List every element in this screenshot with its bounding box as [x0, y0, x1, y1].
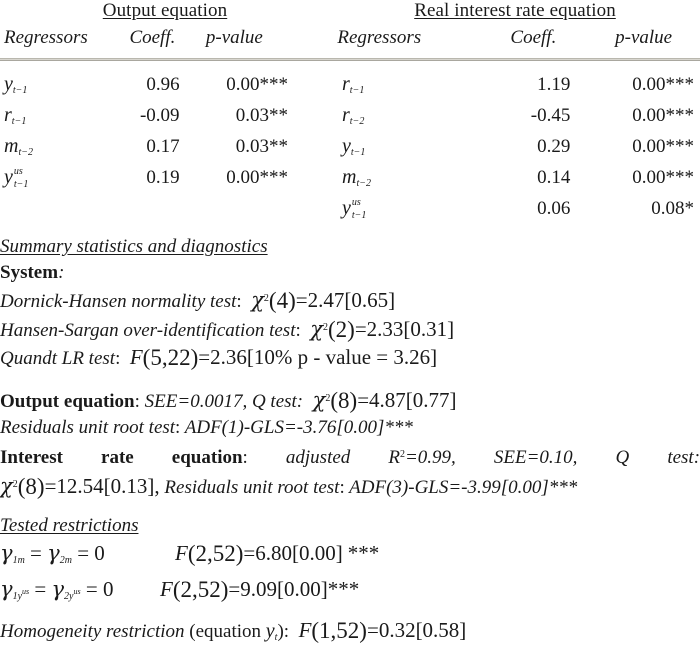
output-residual-line	[0, 415, 700, 441]
pvalue-cell: 0.00***	[226, 167, 288, 188]
gamma-sub-4-sup: us	[73, 587, 81, 596]
normality-equals: =	[295, 288, 308, 312]
interest-equation-line	[0, 441, 700, 472]
column-header-coeff-right: Coeff.	[510, 27, 557, 48]
homogeneity-eq-symbol: y	[265, 620, 275, 642]
f-symbol-1: F	[175, 541, 188, 565]
output-equation-df: (8)	[330, 388, 358, 413]
sargan-colon: :	[295, 320, 301, 341]
restriction-money-rhs	[175, 539, 379, 568]
right-panel-title	[330, 0, 700, 22]
gamma-sub-4: 2y	[64, 591, 74, 602]
homogeneity-f-bracket: [0.58]	[415, 618, 467, 642]
f-bracket-1: [0.00]	[292, 541, 343, 565]
normality-bracket: [0.65]	[344, 288, 396, 312]
coefficient-value: -0.09	[139, 105, 180, 126]
interest-equation-label: Interest rate equation	[0, 447, 243, 468]
sargan-stat-symbol: χ	[310, 317, 323, 341]
sargan-equals: =	[354, 317, 367, 341]
pvalue-cell: 0.00***	[632, 74, 694, 95]
interest-equals: =	[44, 474, 57, 498]
output-residual-label: Residuals unit root test	[0, 417, 176, 438]
homogeneity-restriction-line	[0, 615, 700, 653]
quandt-test-name: Quandt LR test	[0, 348, 116, 369]
output-equation-line	[0, 386, 700, 415]
quandt-df: (5,22)	[142, 345, 199, 370]
sargan-stat-exp: 2	[323, 322, 328, 333]
sargan-df: (2)	[328, 317, 355, 342]
restriction-row-usoutput	[0, 575, 700, 611]
coefficient-value: 0.29	[537, 136, 571, 157]
pvalue-cell: 0.00***	[632, 136, 694, 157]
restriction-eq-2: =	[34, 577, 47, 601]
regressor-symbol: $r_{t-1}$	[4, 104, 27, 127]
gamma-sub-3: 1y	[12, 591, 23, 602]
sargan-value: 2.33	[366, 317, 404, 341]
interest-equation-colon: :	[242, 447, 248, 468]
normality-stat-exp: 2	[263, 293, 269, 304]
quandt-stat-symbol: F	[129, 345, 143, 369]
interest-equation-q: Q	[615, 447, 630, 468]
interest-equation-r2-val: =0.99,	[404, 447, 456, 468]
table-titles-row	[0, 0, 700, 26]
left-equation-rows	[0, 73, 330, 228]
output-equation-value: 4.87	[369, 388, 406, 412]
pvalue-cell: 0.00***	[632, 105, 694, 126]
column-header-pvalue-left: p-value	[205, 27, 263, 48]
regressor-symbol: y us t−1	[342, 197, 367, 221]
column-header-regressors-left: Regressors	[4, 27, 88, 48]
interest-residual-colon: :	[339, 477, 345, 498]
gamma-sub-1: 1m	[12, 555, 25, 566]
homogeneity-eq-sub: t	[274, 632, 278, 643]
gamma-sub-3-sup: us	[22, 587, 30, 596]
pvalue-cell: 0.03**	[235, 136, 288, 157]
restriction-row-money	[0, 539, 700, 575]
right-panel-title-text: Real interest rate equation	[414, 0, 616, 21]
output-equation-qtest: Q test:	[251, 391, 304, 412]
table-row	[0, 135, 330, 166]
f-df-2: (2,52)	[172, 577, 229, 602]
output-equation-see: SEE=0.0017,	[144, 391, 248, 412]
restriction-eq-1: =	[30, 541, 42, 565]
column-headers-row	[0, 26, 700, 58]
test-line-quandt	[0, 344, 700, 372]
interest-chi-exp: 2	[12, 479, 18, 490]
regressor-symbol: $y_{t-1}$	[4, 73, 28, 96]
coefficient-value: -0.45	[530, 105, 571, 126]
coefficient-value: 0.19	[146, 167, 180, 188]
f-df-1: (2,52)	[187, 541, 244, 566]
table-row	[330, 197, 700, 228]
column-header-pvalue-right: p-value	[615, 27, 673, 48]
regressor-symbol: y us t−1	[4, 166, 29, 190]
table-row	[0, 166, 330, 197]
regressor-symbol: $m_{t-2}$	[342, 166, 371, 189]
f-stars-2: ***	[327, 577, 360, 601]
interest-equation-adjusted: adjusted	[285, 447, 351, 468]
pvalue-cell: 0.00***	[226, 74, 288, 95]
sargan-bracket: [0.31]	[403, 317, 455, 341]
output-equation-colon: :	[134, 391, 140, 412]
output-equation-label: Output equation	[0, 391, 135, 412]
homogeneity-f-equals: =	[366, 618, 379, 642]
normality-df: (4)	[268, 288, 296, 313]
quandt-equals: =	[198, 345, 211, 369]
coefficient-value: 0.96	[146, 74, 180, 95]
regressor-symbol: $m_{t-2}$	[4, 135, 33, 158]
f-value-2: 9.09	[240, 577, 277, 601]
gamma-symbol-3: γ	[0, 577, 13, 601]
left-panel-title	[0, 0, 330, 22]
right-equation-rows	[330, 73, 700, 228]
table-row	[330, 104, 700, 135]
left-panel-title-text: Output equation	[102, 0, 228, 21]
table-row	[330, 166, 700, 197]
output-equation-bracket: [0.77]	[405, 388, 457, 412]
coefficient-value: 0.17	[146, 136, 180, 157]
regressor-symbol: $r_{t-1}$	[342, 73, 365, 96]
homogeneity-close: ):	[277, 621, 290, 642]
homogeneity-f-symbol: F	[298, 618, 312, 642]
system-label-line	[0, 260, 700, 286]
pvalue-cell: 0.00***	[632, 167, 694, 188]
interest-df: (8)	[17, 474, 45, 499]
test-line-sargan	[0, 315, 700, 344]
restriction-eq-zero-1: = 0	[77, 541, 105, 565]
interest-comma: ,	[154, 474, 160, 498]
gamma-symbol-2: γ	[47, 541, 60, 565]
output-equation-equals: =	[357, 388, 370, 412]
quandt-colon: :	[115, 348, 121, 369]
system-colon: :	[58, 262, 65, 283]
restriction-eq-zero-2: = 0	[85, 577, 114, 601]
section-gap	[0, 372, 700, 386]
table-row	[330, 135, 700, 166]
homogeneity-f-df: (1,52)	[311, 618, 367, 643]
regressor-symbol: $y_{t-1}$	[342, 135, 366, 158]
quandt-bracket: [10% p - value = 3.26]	[246, 345, 438, 369]
interest-chi: χ	[0, 474, 13, 498]
table-row	[330, 73, 700, 104]
homogeneity-equation-text: (equation	[189, 621, 262, 642]
regressor-symbol: $r_{t-2}$	[342, 104, 365, 127]
pvalue-cell: 0.08*	[651, 198, 694, 219]
interest-equation-r2-group	[388, 447, 455, 468]
normality-test-name: Dornick-Hansen normality test	[0, 291, 237, 312]
normality-stat-symbol: χ	[251, 288, 264, 312]
system-label: System	[0, 262, 59, 283]
restrictions-heading: Tested restrictions	[0, 515, 139, 536]
gamma-symbol-4: γ	[51, 577, 65, 601]
column-header-coeff-left: Coeff.	[129, 27, 176, 48]
interest-equation-r2-exp: 2	[399, 449, 405, 460]
normality-colon: :	[236, 291, 242, 312]
f-symbol-2: F	[160, 577, 173, 601]
interest-equation-r2: R	[388, 447, 400, 468]
gamma-symbol-1: γ	[0, 541, 13, 565]
f-equals-1: =	[243, 541, 256, 565]
coefficient-value: 0.14	[537, 167, 571, 188]
gamma-sub-2: 2m	[59, 555, 72, 566]
test-line-normality	[0, 286, 700, 315]
header-divider-rule	[0, 58, 700, 61]
output-equation-chi-exp: 2	[325, 393, 331, 404]
pvalue-cell: 0.03**	[235, 105, 288, 126]
sargan-test-name: Hansen-Sargan over-identification test	[0, 320, 296, 341]
output-residual-value: ADF(1)-GLS=-3.76[0.00]***	[184, 417, 413, 438]
table-body	[0, 73, 700, 228]
interest-value: 12.54	[56, 474, 104, 498]
interest-equation-line2	[0, 472, 700, 501]
interest-residual-label: Residuals unit root test	[164, 477, 340, 498]
restriction-money-lhs	[0, 539, 175, 575]
f-stars-1: ***	[347, 541, 380, 565]
interest-equation-test: test:	[667, 447, 700, 468]
output-equation-chi: χ	[312, 388, 326, 412]
coefficient-value: 0.06	[537, 198, 571, 219]
quandt-value: 2.36	[210, 345, 247, 369]
tested-restrictions-section	[0, 513, 700, 653]
summary-heading: Summary statistics and diagnostics	[0, 236, 268, 257]
normality-value: 2.47	[307, 288, 345, 312]
interest-bracket: [0.13]	[103, 474, 155, 498]
coefficient-value: 1.19	[537, 74, 571, 95]
interest-equation-see: SEE=0.10,	[493, 447, 578, 468]
column-header-regressors-right: Regressors	[337, 27, 422, 48]
table-row	[0, 73, 330, 104]
homogeneity-label: Homogeneity restriction	[0, 621, 185, 642]
interest-residual-value: ADF(3)-GLS=-3.99[0.00]***	[349, 477, 578, 498]
f-equals-2: =	[228, 577, 241, 601]
output-residual-colon: :	[175, 417, 181, 438]
homogeneity-f-value: 0.32	[378, 618, 416, 642]
f-bracket-2: [0.00]	[277, 577, 328, 601]
table-row	[0, 104, 330, 135]
summary-statistics-section	[0, 234, 700, 501]
f-value-1: 6.80	[255, 541, 292, 565]
restriction-usoutput-lhs	[0, 575, 160, 611]
restriction-usoutput-rhs	[160, 575, 359, 604]
